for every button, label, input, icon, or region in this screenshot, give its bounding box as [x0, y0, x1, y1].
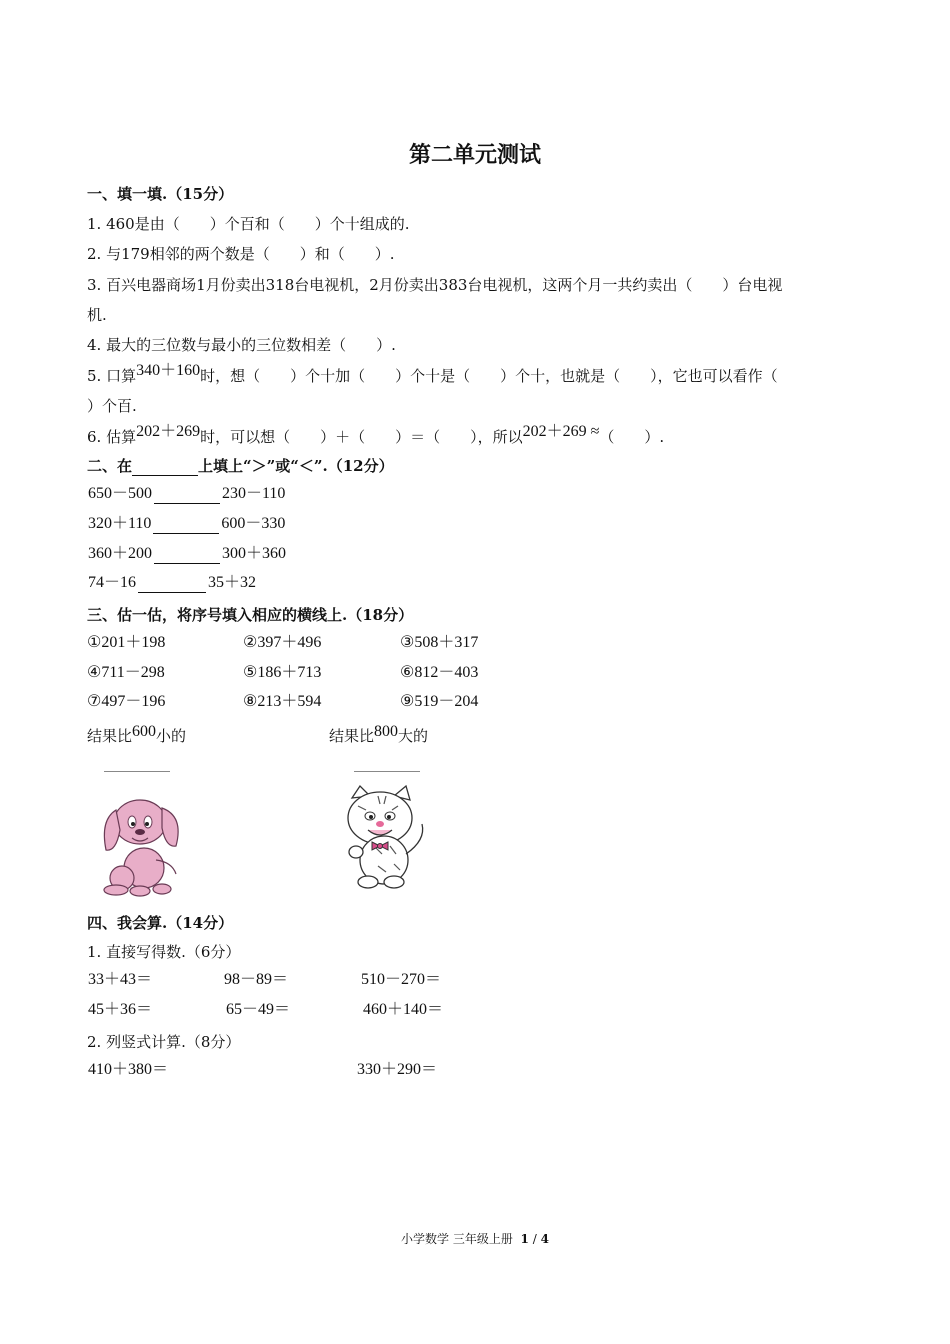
less-label-b: 小的	[156, 727, 187, 745]
calc-2: 98－89＝	[224, 971, 289, 988]
question-3-line2: 机.	[87, 306, 107, 324]
compare-right: 230－110	[222, 485, 286, 502]
cat-illustration	[338, 784, 432, 892]
estimate-item-9: ⑨519－204	[400, 693, 479, 710]
calc-6: 460＋140＝	[363, 1001, 444, 1018]
question-5-expression: 340＋160	[136, 362, 201, 379]
page-title: 第二单元测试	[408, 142, 541, 168]
footer-separator: /	[532, 1232, 537, 1246]
question-5-text: 时，想（ ）个十加（ ）个十是（ ）个十，也就是（ ），它也可以看作（	[200, 367, 778, 385]
compare-right: 35＋32	[208, 574, 257, 591]
section2-heading-a: 二、在	[87, 457, 133, 475]
compare-right: 300＋360	[222, 545, 287, 562]
answer-blank[interactable]	[154, 549, 220, 564]
question-1: 1. 460是由（ ）个百和（ ）个十组成的.	[87, 215, 410, 233]
less-answer-line[interactable]	[104, 771, 170, 772]
compare-row-2	[88, 514, 285, 534]
more-label-a: 结果比	[329, 727, 375, 745]
estimate-item-3: ③508＋317	[400, 634, 479, 651]
question-4: 4. 最大的三位数与最小的三位数相差（ ）.	[87, 336, 396, 354]
question-6-expression: 202＋269	[136, 423, 201, 440]
more-answer-line[interactable]	[354, 771, 420, 772]
compare-row-4	[88, 573, 256, 593]
section2-heading-b: 上填上“＞”或“＜”.（12分）	[198, 457, 394, 475]
estimate-item-4: ④711－298	[87, 664, 165, 681]
estimate-item-2: ②397＋496	[243, 634, 322, 651]
question-5-line2: ）个百.	[87, 397, 137, 415]
compare-row-1	[88, 484, 285, 504]
question-6	[87, 423, 665, 448]
less-number: 600	[132, 723, 157, 740]
compare-left: 74－16	[88, 574, 137, 591]
compare-row-3	[88, 544, 286, 564]
more-label-b: 大的	[398, 727, 429, 745]
question-3-line1: 3. 百兴电器商场1月份卖出318台电视机，2月份卖出383台电视机，这两个月一共约卖出（ ）台电视	[87, 276, 783, 294]
compare-left: 320＋110	[88, 515, 152, 532]
estimate-item-1: ①201＋198	[87, 634, 166, 651]
compare-right: 600－330	[221, 515, 286, 532]
estimate-item-8: ⑧213＋594	[243, 693, 322, 710]
footer-page-total: 4	[540, 1232, 549, 1246]
question-6-end: （ ）.	[599, 428, 665, 446]
calc-5: 65－49＝	[226, 1001, 291, 1018]
answer-blank[interactable]	[153, 519, 219, 534]
question-5-line1	[87, 362, 778, 387]
question-6-text: 时，可以想（ ）＋（ ）＝（ ），所以	[200, 428, 523, 446]
dog-illustration	[92, 790, 192, 898]
section1-heading: 一、填一填.（15分）	[87, 185, 234, 203]
subquestion-2: 2. 列竖式计算.（8分）	[87, 1033, 241, 1051]
heading-blank	[132, 461, 198, 476]
answer-blank[interactable]	[154, 489, 220, 504]
estimate-item-7: ⑦497－196	[87, 693, 166, 710]
compare-left: 360＋200	[88, 545, 153, 562]
section3-heading: 三、估一估，将序号填入相应的横线上.（18分）	[87, 606, 414, 624]
question-6-prefix: 6. 估算	[87, 428, 137, 446]
footer-page-number: 1	[520, 1232, 529, 1246]
vertical-calc-1: 410＋380＝	[88, 1061, 169, 1078]
less-label-a: 结果比	[87, 727, 133, 745]
answer-blank[interactable]	[138, 578, 206, 593]
calc-3: 510－270＝	[361, 971, 442, 988]
page-footer	[0, 1230, 950, 1247]
more-than-label	[329, 723, 429, 747]
section4-heading: 四、我会算.（14分）	[87, 914, 234, 932]
less-than-label	[87, 723, 187, 747]
compare-left: 650－500	[88, 485, 153, 502]
more-number: 800	[374, 723, 399, 740]
estimate-item-6: ⑥812－403	[400, 664, 479, 681]
calc-1: 33＋43＝	[88, 971, 153, 988]
footer-text: 小学数学 三年级上册	[401, 1232, 513, 1246]
subquestion-1: 1. 直接写得数.（6分）	[87, 943, 241, 961]
question-6-expression-2: 202＋269 ≈	[522, 423, 600, 440]
section2-heading	[87, 456, 394, 476]
question-2: 2. 与179相邻的两个数是（ ）和（ ）.	[87, 245, 395, 263]
calc-4: 45＋36＝	[88, 1001, 153, 1018]
vertical-calc-2: 330＋290＝	[357, 1061, 438, 1078]
estimate-item-5: ⑤186＋713	[243, 664, 322, 681]
question-5-prefix: 5. 口算	[87, 367, 137, 385]
